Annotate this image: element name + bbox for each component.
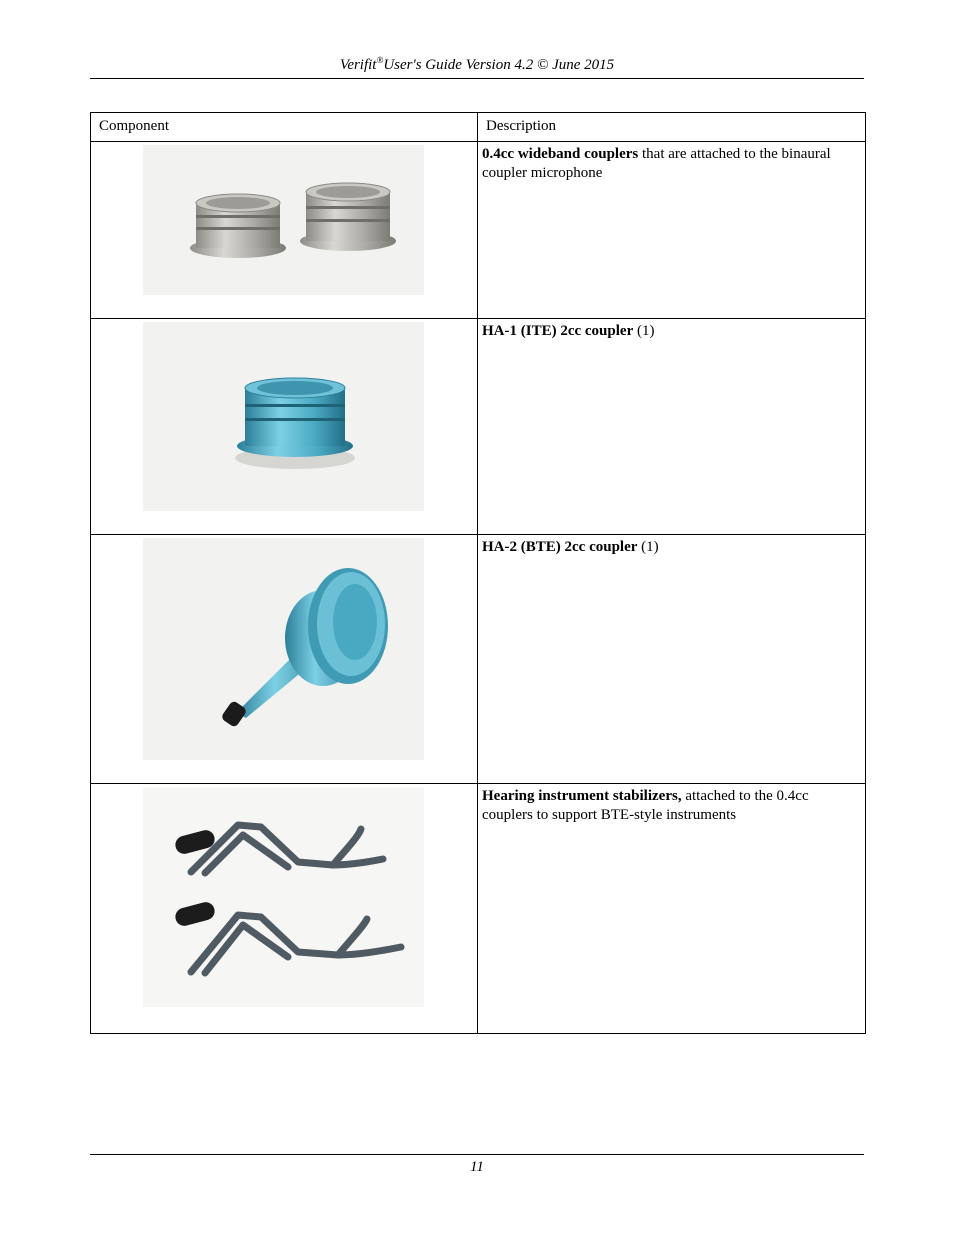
gray-stabilizers-photo — [143, 787, 424, 1007]
component-cell — [91, 535, 478, 784]
blue-bte-coupler-photo — [143, 538, 424, 760]
silver-couplers-photo — [143, 145, 424, 295]
footer-rule — [90, 1154, 864, 1155]
description-text: HA-1 (ITE) 2cc coupler (1) — [482, 323, 655, 339]
component-cell — [91, 784, 478, 1034]
component-cell — [91, 319, 478, 535]
description-text: 0.4cc wideband couplers that are attached to the binaural coupler microphone — [482, 146, 831, 181]
header-title-prefix: Verifit — [339, 57, 377, 73]
blue-ite-coupler-photo — [143, 322, 424, 511]
table-row — [91, 142, 866, 319]
registered-mark: ® — [376, 55, 384, 65]
page-header — [90, 56, 864, 74]
table-header-row — [91, 113, 866, 142]
header-rule — [90, 78, 864, 79]
table-row — [91, 319, 866, 535]
description-cell — [478, 319, 866, 535]
components-table — [90, 112, 866, 1034]
description-cell — [478, 784, 866, 1034]
table-row — [91, 535, 866, 784]
table-row — [91, 784, 866, 1034]
description-cell — [478, 535, 866, 784]
description-text: Hearing instrument stabilizers, attached to the 0.4cc couplers to support BTE-style instruments — [482, 788, 809, 823]
page-number: 11 — [470, 1159, 484, 1175]
description-text: HA-2 (BTE) 2cc coupler (1) — [482, 539, 659, 555]
header-title-rest: User's Guide Version 4.2 © June 2015 — [383, 57, 615, 73]
component-cell — [91, 142, 478, 319]
column-header-description: Description — [478, 113, 866, 142]
description-cell — [478, 142, 866, 319]
column-header-component: Component — [91, 113, 478, 142]
